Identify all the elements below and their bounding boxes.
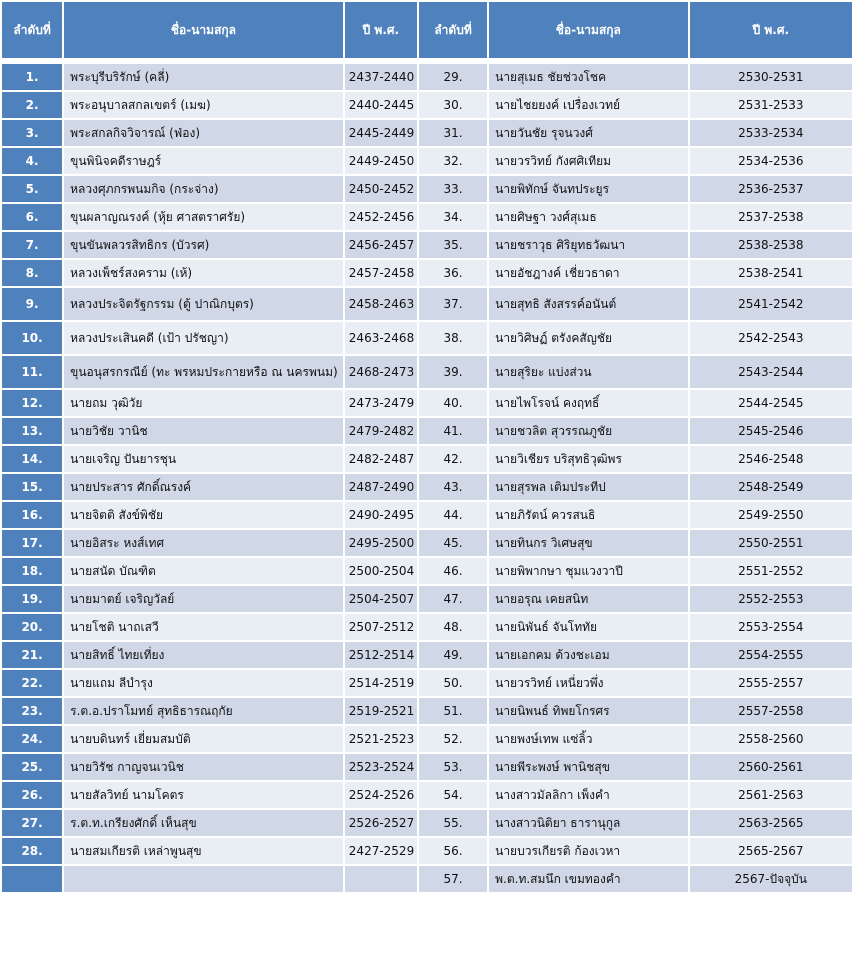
year-range-right: 2545-2546	[690, 418, 852, 444]
order-number-left: 7.	[2, 232, 62, 258]
year-range-right: 2565-2567	[690, 838, 852, 864]
name-right: นายพีระพงษ์ พานิชสุข	[489, 754, 687, 780]
year-range-right: 2533-2534	[690, 120, 852, 146]
name-right: นายชราวุธ ศิริยุทธวัฒนา	[489, 232, 687, 258]
table-row	[2, 446, 852, 472]
order-number-right: 49.	[419, 642, 487, 668]
year-range-right: 2541-2542	[690, 288, 852, 320]
name-left: นายสนัด บัณฑิต	[64, 558, 343, 584]
name-right: นายนิพนธ์ ทิพยโกรศร	[489, 698, 687, 724]
table-row	[2, 754, 852, 780]
year-range-left: 2519-2521	[345, 698, 417, 724]
name-right: นายพงษ์เทพ แซ่ลิ้ว	[489, 726, 687, 752]
order-number-right: 29.	[419, 64, 487, 90]
year-range-right: 2531-2533	[690, 92, 852, 118]
name-left: พระสกลกิจวิจารณ์ (ฟ่อง)	[64, 120, 343, 146]
year-range-left: 2512-2514	[345, 642, 417, 668]
name-left: นายสัลวิทย์ นามโคตร	[64, 782, 343, 808]
year-range-right: 2549-2550	[690, 502, 852, 528]
year-range-left: 2458-2463	[345, 288, 417, 320]
year-range-right: 2542-2543	[690, 322, 852, 354]
order-number-left: 11.	[2, 356, 62, 388]
order-number-right: 32.	[419, 148, 487, 174]
year-range-right: 2534-2536	[690, 148, 852, 174]
order-number-right: 33.	[419, 176, 487, 202]
table-row	[2, 92, 852, 118]
order-number-right: 39.	[419, 356, 487, 388]
order-number-right: 30.	[419, 92, 487, 118]
header-spacer	[2, 60, 852, 62]
name-left: นายมาตย์ เจริญวัลย์	[64, 586, 343, 612]
name-left: นายประสาร ศักดิ์ณรงค์	[64, 474, 343, 500]
table-row	[2, 586, 852, 612]
year-range-left: 2468-2473	[345, 356, 417, 388]
name-left: ขุนผลาญณรงค์ (หุ้ย ศาสตราศรัย)	[64, 204, 343, 230]
year-range-right: 2558-2560	[690, 726, 852, 752]
year-range-left: 2463-2468	[345, 322, 417, 354]
year-range-right: 2553-2554	[690, 614, 852, 640]
order-number-left: 5.	[2, 176, 62, 202]
name-right: นายทินกร วิเศษสุข	[489, 530, 687, 556]
order-number-left: 9.	[2, 288, 62, 320]
order-number-right: 55.	[419, 810, 487, 836]
order-number-right: 52.	[419, 726, 487, 752]
table-row	[2, 782, 852, 808]
year-range-left: 2514-2519	[345, 670, 417, 696]
order-number-left: 15.	[2, 474, 62, 500]
table-body	[2, 60, 852, 892]
order-number-left: 23.	[2, 698, 62, 724]
order-number-left: 20.	[2, 614, 62, 640]
order-number-right: 34.	[419, 204, 487, 230]
order-number-left: 28.	[2, 838, 62, 864]
name-left: ขุนพินิจคดีราษฎร์	[64, 148, 343, 174]
table-row	[2, 810, 852, 836]
name-left: นายจิตติ สังข์พิชัย	[64, 502, 343, 528]
name-right: นายไชยยงค์ เปรื่องเวทย์	[489, 92, 687, 118]
order-number-right: 57.	[419, 866, 487, 892]
year-range-left: 2523-2524	[345, 754, 417, 780]
name-left: นายแถม ลีบำรุง	[64, 670, 343, 696]
year-range-right: 2557-2558	[690, 698, 852, 724]
year-range-left: 2487-2490	[345, 474, 417, 500]
year-range-left: 2440-2445	[345, 92, 417, 118]
order-number-left: 16.	[2, 502, 62, 528]
order-number-right: 45.	[419, 530, 487, 556]
name-right: นางสาวมัลลิกา เพ็งคำ	[489, 782, 687, 808]
name-right: นายวรวิทย์ กังศศิเทียม	[489, 148, 687, 174]
year-range-left: 2427-2529	[345, 838, 417, 864]
header-year-left: ปี พ.ศ.	[345, 2, 417, 58]
year-range-left: 2504-2507	[345, 586, 417, 612]
order-number-left: 24.	[2, 726, 62, 752]
order-number-left: 18.	[2, 558, 62, 584]
header-year-right: ปี พ.ศ.	[690, 2, 852, 58]
name-right: นางสาวนิติยา ธารานุกูล	[489, 810, 687, 836]
table-row	[2, 558, 852, 584]
name-right: นายอรุณ เคยสนิท	[489, 586, 687, 612]
year-range-right: 2551-2552	[690, 558, 852, 584]
order-number-right: 50.	[419, 670, 487, 696]
name-right: นายอัชฎางค์ เชี่ยวธาดา	[489, 260, 687, 286]
table-row	[2, 148, 852, 174]
year-range-right: 2555-2557	[690, 670, 852, 696]
order-number-right: 44.	[419, 502, 487, 528]
order-number-right: 53.	[419, 754, 487, 780]
year-range-right: 2560-2561	[690, 754, 852, 780]
order-number-left: 25.	[2, 754, 62, 780]
year-range-right: 2536-2537	[690, 176, 852, 202]
year-range-left: 2457-2458	[345, 260, 417, 286]
order-number-right: 47.	[419, 586, 487, 612]
order-number-right: 43.	[419, 474, 487, 500]
name-right: นายนิพันธ์ จันโททัย	[489, 614, 687, 640]
order-number-left: 1.	[2, 64, 62, 90]
table-row	[2, 176, 852, 202]
table-row	[2, 726, 852, 752]
table-row	[2, 356, 852, 388]
year-range-right: 2538-2541	[690, 260, 852, 286]
table-row	[2, 530, 852, 556]
name-left: นายสิทธิ์ ไทยเที่ยง	[64, 642, 343, 668]
table-row	[2, 614, 852, 640]
name-right: นายวิศิษฏ์ ตรังคสัญชัย	[489, 322, 687, 354]
name-left: นายวิชัย วานิช	[64, 418, 343, 444]
year-range-right: 2537-2538	[690, 204, 852, 230]
year-range-left: 2495-2500	[345, 530, 417, 556]
year-range-right: 2567-ปัจจุบัน	[690, 866, 852, 892]
year-range-left: 2450-2452	[345, 176, 417, 202]
name-right: พ.ต.ท.สมนึก เขมทองคำ	[489, 866, 687, 892]
order-number-right: 42.	[419, 446, 487, 472]
table-row	[2, 474, 852, 500]
order-number-right: 40.	[419, 390, 487, 416]
name-left	[64, 866, 343, 892]
year-range-left: 2521-2523	[345, 726, 417, 752]
name-left: หลวงประเสินคดี (เป้า ปรัชญา)	[64, 322, 343, 354]
table-row	[2, 670, 852, 696]
header-order-left: ลำดับที่	[2, 2, 62, 58]
table-row	[2, 64, 852, 90]
order-number-left: 4.	[2, 148, 62, 174]
year-range-right: 2548-2549	[690, 474, 852, 500]
header-order-right: ลำดับที่	[419, 2, 487, 58]
year-range-right: 2530-2531	[690, 64, 852, 90]
name-left: หลวงประจิตรัฐกรรม (ตู้ ปาณิกบุตร)	[64, 288, 343, 320]
year-range-right: 2550-2551	[690, 530, 852, 556]
name-left: ร.ต.ท.เกรียงศักดิ์ เห็นสุข	[64, 810, 343, 836]
order-number-right: 35.	[419, 232, 487, 258]
header-name-left: ชื่อ-นามสกุล	[64, 2, 343, 58]
year-range-left: 2482-2487	[345, 446, 417, 472]
year-range-left: 2500-2504	[345, 558, 417, 584]
order-number-left	[2, 866, 62, 892]
order-number-left: 26.	[2, 782, 62, 808]
year-range-left: 2490-2495	[345, 502, 417, 528]
table-row	[2, 866, 852, 892]
order-number-right: 54.	[419, 782, 487, 808]
order-number-left: 27.	[2, 810, 62, 836]
year-range-left: 2449-2450	[345, 148, 417, 174]
name-left: หลวงเพ็ชร์สงคราม (เห้)	[64, 260, 343, 286]
spacer-cell	[2, 60, 852, 62]
name-left: นายถม วุฒิวัย	[64, 390, 343, 416]
header-name-right: ชื่อ-นามสกุล	[489, 2, 687, 58]
year-range-right: 2538-2538	[690, 232, 852, 258]
name-left: นายโชติ นาถเสวี	[64, 614, 343, 640]
order-number-left: 6.	[2, 204, 62, 230]
table-header-row	[2, 2, 852, 58]
order-number-left: 22.	[2, 670, 62, 696]
name-right: นายสุเมธ ชัยช่วงโชค	[489, 64, 687, 90]
name-right: นายไพโรจน์ คงฤทธิ์	[489, 390, 687, 416]
year-range-left	[345, 866, 417, 892]
name-right: นายสุริยะ แบ่งส่วน	[489, 356, 687, 388]
table-row	[2, 232, 852, 258]
name-right: นายศิษฐา วงศ์สุเมธ	[489, 204, 687, 230]
order-number-left: 2.	[2, 92, 62, 118]
table-row	[2, 204, 852, 230]
table-row	[2, 390, 852, 416]
order-number-right: 48.	[419, 614, 487, 640]
year-range-right: 2554-2555	[690, 642, 852, 668]
table-row	[2, 418, 852, 444]
name-left: นายอิสระ หงส์เทศ	[64, 530, 343, 556]
order-number-left: 14.	[2, 446, 62, 472]
order-number-right: 38.	[419, 322, 487, 354]
year-range-right: 2563-2565	[690, 810, 852, 836]
name-left: พระบุรีบริรักษ์ (คลี่)	[64, 64, 343, 90]
name-left: หลวงศุภกรพนมกิจ (กระจ่าง)	[64, 176, 343, 202]
year-range-left: 2445-2449	[345, 120, 417, 146]
year-range-left: 2437-2440	[345, 64, 417, 90]
table-row	[2, 502, 852, 528]
name-left: นายบดินทร์ เยี่ยมสมบัติ	[64, 726, 343, 752]
order-number-right: 31.	[419, 120, 487, 146]
year-range-right: 2544-2545	[690, 390, 852, 416]
table-row	[2, 698, 852, 724]
year-range-right: 2546-2548	[690, 446, 852, 472]
table-row	[2, 120, 852, 146]
order-number-right: 46.	[419, 558, 487, 584]
name-left: ขุนขันพลวรสิทธิกร (บัวรศ)	[64, 232, 343, 258]
year-range-right: 2561-2563	[690, 782, 852, 808]
order-number-left: 19.	[2, 586, 62, 612]
name-right: นายสุทธิ สังสรรค์อนันต์	[489, 288, 687, 320]
table-row	[2, 642, 852, 668]
table-row	[2, 260, 852, 286]
order-number-right: 41.	[419, 418, 487, 444]
year-range-left: 2456-2457	[345, 232, 417, 258]
name-left: ร.ต.อ.ปราโมทย์ สุทธิธารณฤกัย	[64, 698, 343, 724]
name-left: พระอนุบาลสกลเขตร์ (เมฆ)	[64, 92, 343, 118]
order-number-right: 36.	[419, 260, 487, 286]
name-right: นายวิเชียร บริสุทธิวุฒิพร	[489, 446, 687, 472]
year-range-left: 2526-2527	[345, 810, 417, 836]
year-range-right: 2552-2553	[690, 586, 852, 612]
year-range-left: 2479-2482	[345, 418, 417, 444]
table-row	[2, 322, 852, 354]
order-number-right: 56.	[419, 838, 487, 864]
name-right: นายวันชัย รุจนวงศ์	[489, 120, 687, 146]
year-range-left: 2452-2456	[345, 204, 417, 230]
name-left: นายเจริญ ปันยารชุน	[64, 446, 343, 472]
year-range-left: 2507-2512	[345, 614, 417, 640]
order-number-left: 3.	[2, 120, 62, 146]
order-number-left: 13.	[2, 418, 62, 444]
name-left: ขุนอนุสรกรณีย์ (ทะ พรหมประกายหรือ ณ นครพนม)	[64, 356, 343, 388]
order-number-left: 10.	[2, 322, 62, 354]
order-number-right: 51.	[419, 698, 487, 724]
name-right: นายพิทักษ์ จันทประยูร	[489, 176, 687, 202]
name-right: นายพิพากษา ชุมแวงวาปี	[489, 558, 687, 584]
name-right: นายเอกคม ด้วงชะเอม	[489, 642, 687, 668]
name-left: นายสมเกียรติ เหล่าพูนสุข	[64, 838, 343, 864]
year-range-left: 2524-2526	[345, 782, 417, 808]
year-range-right: 2543-2544	[690, 356, 852, 388]
table-row	[2, 838, 852, 864]
name-right: นายบวรเกียรติ ก้องเวหา	[489, 838, 687, 864]
table-row	[2, 288, 852, 320]
name-right: นายวรวิทย์ เหนี่ยวพึ่ง	[489, 670, 687, 696]
name-right: นายชวลิต สุวรรณภูชัย	[489, 418, 687, 444]
name-left: นายวิรัช กาญจนเวนิช	[64, 754, 343, 780]
name-right: นายสุรพล เติมประทีป	[489, 474, 687, 500]
order-number-left: 8.	[2, 260, 62, 286]
year-range-left: 2473-2479	[345, 390, 417, 416]
order-number-right: 37.	[419, 288, 487, 320]
order-number-left: 12.	[2, 390, 62, 416]
order-number-left: 17.	[2, 530, 62, 556]
order-number-left: 21.	[2, 642, 62, 668]
name-right: นายภิรัตน์ ควรสนธิ	[489, 502, 687, 528]
